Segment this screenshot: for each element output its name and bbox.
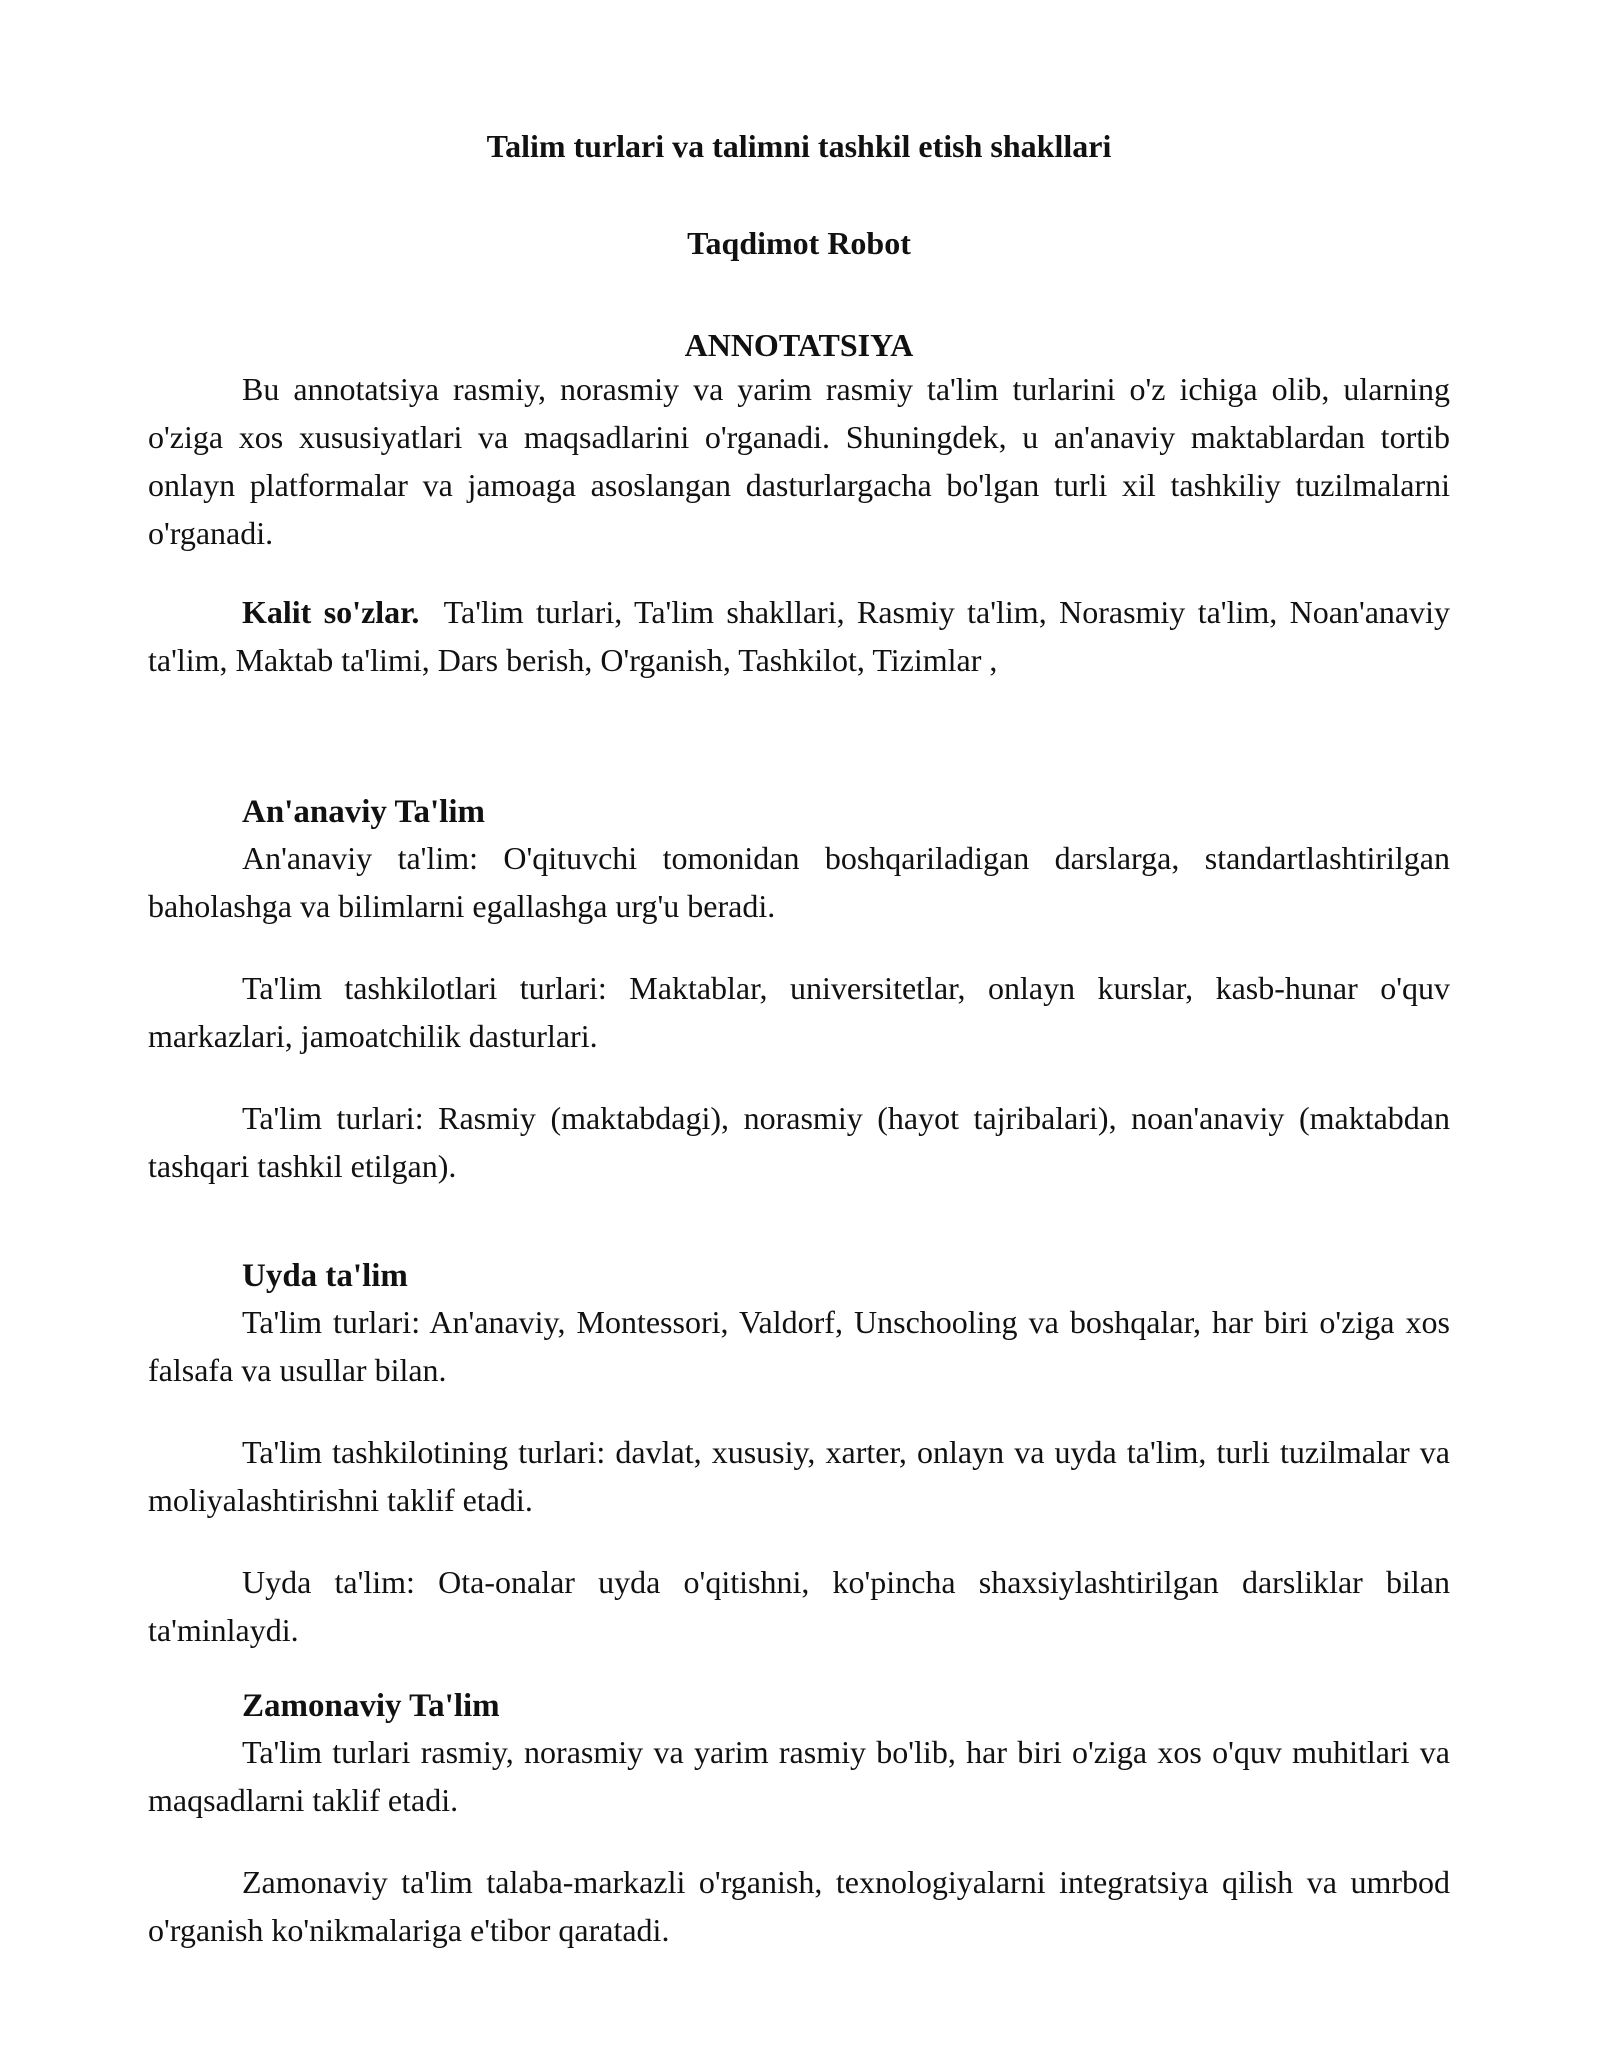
- section-heading-ananaviy: An'anaviy Ta'lim: [242, 794, 486, 830]
- document-title: Talim turlari va talimni tashkil etish shakllari: [486, 128, 1112, 164]
- section-heading-zamonaviy: Zamonaviy Ta'lim: [242, 1688, 500, 1724]
- section-2-paragraph-1: Ta'lim turlari: An'anaviy, Montessori, Valdorf, Unschooling va boshqalar, har biri o'ziga xos falsafa va usullar bilan.: [148, 1304, 1450, 1388]
- document-subtitle: Taqdimot Robot: [687, 225, 911, 261]
- section-1-paragraph-3: Ta'lim turlari: Rasmiy (maktabdagi), norasmiy (hayot tajribalari), noan'anaviy (maktabdan tashqari tashkil etilgan).: [148, 1100, 1450, 1184]
- keywords-paragraph: [148, 588, 1450, 684]
- section-2-paragraph-3: Uyda ta'lim: Ota-onalar uyda o'qitishni, ko'pincha shaxsiylashtirilgan darsliklar bilan ta'minlaydi.: [148, 1564, 1450, 1648]
- keywords-text: Ta'lim turlari, Ta'lim shakllari, Rasmiy ta'lim, Norasmiy ta'lim, Noan'anaviy ta'lim, Maktab ta'limi, Dars berish, O'rganish, Tashkilot, Tizimlar ,: [148, 594, 1451, 678]
- annotation-paragraph: Bu annotatsiya rasmiy, norasmiy va yarim rasmiy ta'lim turlarini o'z ichiga olib, ularning o'ziga xos xususiyatlari va maqsadlarini o'rganadi. Shuningdek, u an'anaviy maktablardan tortib onlayn platformalar va jamoaga asoslangan dasturlargacha bo'lgan turli xil tashkiliy tuzilmalarni o'rganadi.: [148, 371, 1450, 551]
- section-heading-uyda-talim: Uyda ta'lim: [242, 1258, 408, 1294]
- section-2-paragraph-2: Ta'lim tashkilotining turlari: davlat, xususiy, xarter, onlayn va uyda ta'lim, turli tuzilmalar va moliyalashtirishni taklif etadi.: [148, 1434, 1450, 1518]
- document-page: [148, 126, 1450, 1954]
- section-3-paragraph-2: Zamonaviy ta'lim talaba-markazli o'rganish, texnologiyalarni integratsiya qilish va umrbod o'rganish ko'nikmalariga e'tibor qaratadi.: [148, 1864, 1450, 1948]
- section-3-paragraph-1: Ta'lim turlari rasmiy, norasmiy va yarim rasmiy bo'lib, har biri o'ziga xos o'quv muhitlari va maqsadlarni taklif etadi.: [148, 1734, 1450, 1818]
- section-1-paragraph-1: An'anaviy ta'lim: O'qituvchi tomonidan boshqariladigan darslarga, standartlashtirilgan baholashga va bilimlarni egallashga urg'u beradi.: [148, 840, 1450, 924]
- keywords-label: Kalit so'zlar.: [242, 594, 420, 630]
- section-1-paragraph-2: Ta'lim tashkilotlari turlari: Maktablar, universitetlar, onlayn kurslar, kasb-hunar o'quv markazlari, jamoatchilik dasturlari.: [148, 970, 1450, 1054]
- annotation-heading: ANNOTATSIYA: [684, 327, 914, 363]
